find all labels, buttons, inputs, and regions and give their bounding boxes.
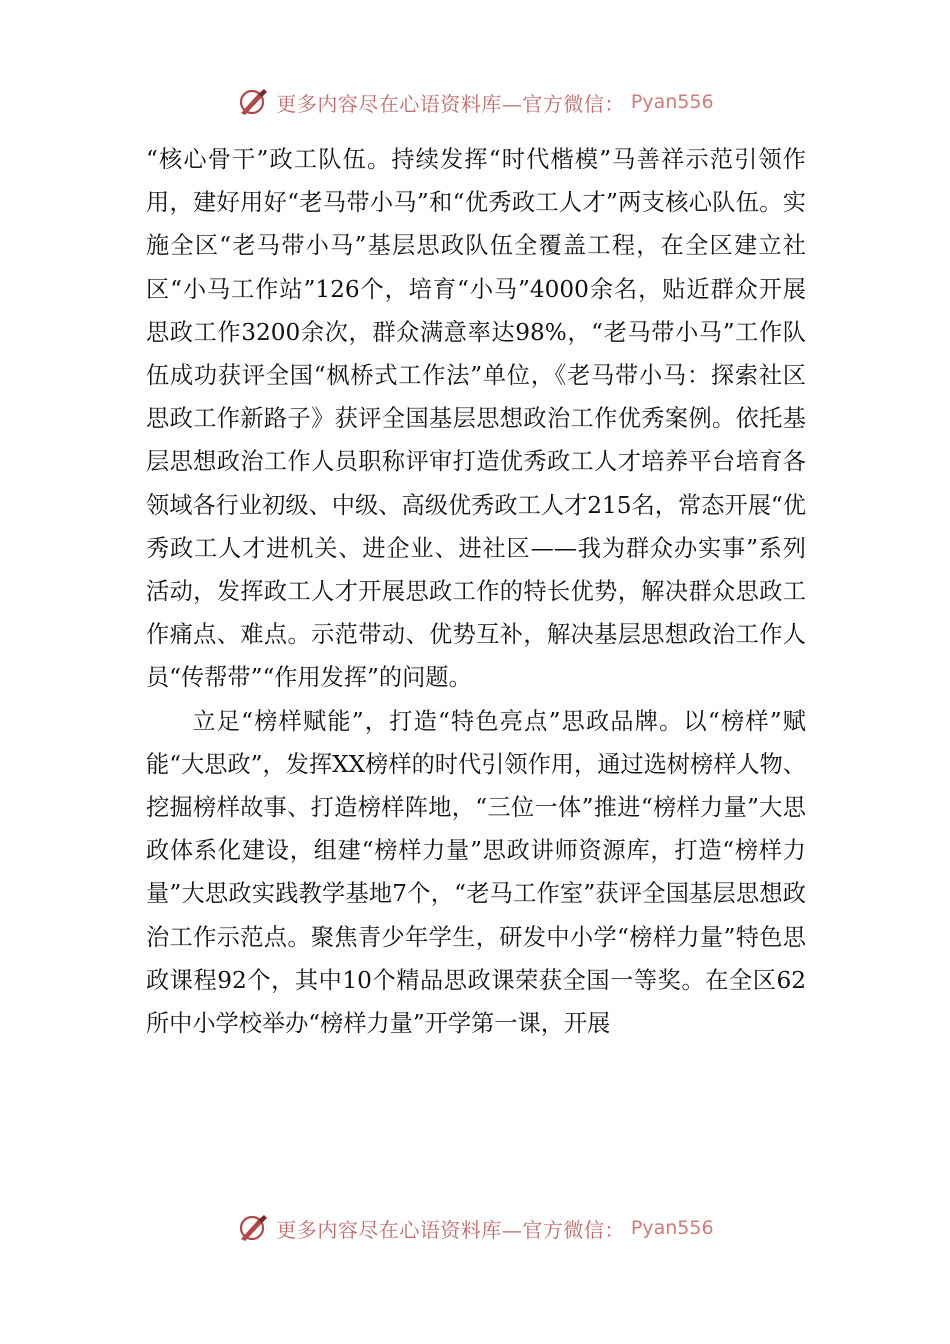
paragraph-1: “核心骨干”政工队伍。持续发挥“时代楷模”马善祥示范引领作用，建好用好“老马带小马”和“优秀政工人才”两支核心队伍。实施全区“老马带小马”基层思政队伍全覆盖工程，在全区建立社区“小马工作站”126个，培育“小马”4000余名，贴近群众开展思政工作3200余次，群众满意率达98%，“老马带小马”工作队伍成功获评全国“枫桥式工作法”单位，《老马带小马：探索社区思政工作新路子》获评全国基层思想政治工作优秀案例。依托基层思想政治工作人员职称评审打造优秀政工人才培养平台培育各领域各行业初级、中级、高级优秀政工人才215名，常态开展“优秀政工人才进机关、进企业、进社区——我为群众办实事”系列活动，发挥政工人才开展思政工作的特长优势，解决群众思政工作痛点、难点。示范带动、优势互补，解决基层思想政治工作人员“传帮带”“作用发挥”的问题。 — [146, 146, 806, 692]
pen-logo-icon — [236, 87, 270, 117]
footer-watermark — [0, 1212, 950, 1244]
watermark-text: 更多内容尽在心语资料库—官方微信： — [276, 1217, 625, 1242]
watermark-text: 更多内容尽在心语资料库—官方微信： — [276, 91, 625, 116]
watermark-wechat-id: Pyan556 — [630, 1217, 714, 1239]
paragraph-2: 立足“榜样赋能”，打造“特色亮点”思政品牌。以“榜样”赋能“大思政”，发挥XX榜样的时代引领作用，通过选树榜样人物、挖掘榜样故事、打造榜样阵地，“三位一体”推进“榜样力量”大思政体系化建设，组建“榜样力量”思政讲师资源库，打造“榜样力量”大思政实践教学基地7个，“老马工作室”获评全国基层思想政治工作示范点。聚焦青少年学生，研发中小学“榜样力量”特色思政课程92个，其中10个精品思政课荣获全国一等奖。在全区62所中小学校举办“榜样力量”开学第一课，开展 — [146, 707, 806, 1038]
document-body — [146, 138, 806, 1045]
watermark-wechat-id: Pyan556 — [630, 91, 714, 113]
pen-logo-icon — [236, 1213, 270, 1243]
header-watermark — [0, 86, 950, 118]
